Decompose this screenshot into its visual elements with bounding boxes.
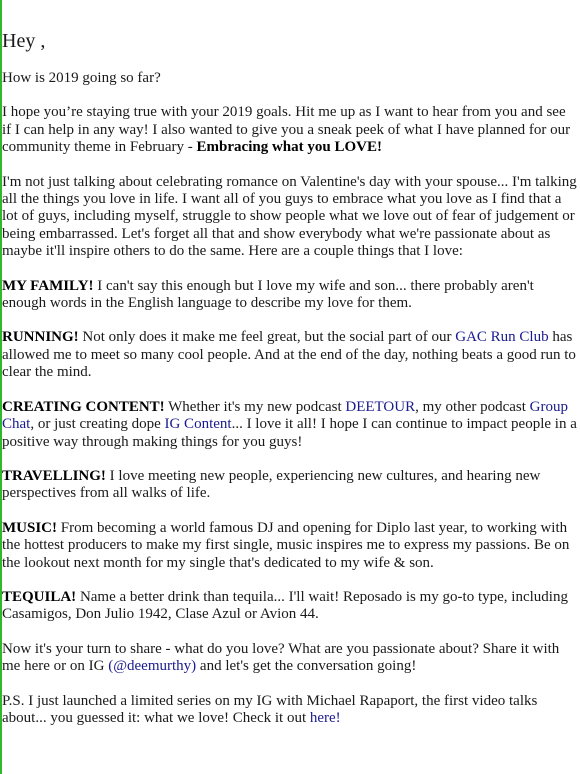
share-text-2: and let's get the conversation going! [196, 658, 417, 675]
intro-paragraph [2, 104, 578, 156]
intro-text: I hope you’re staying true with your 2019 goals. Hit me up as I want to hear from you and see if I can help in any way! I also wanted to give you a sneak peek of what I have planned for our community theme in February - [2, 104, 571, 156]
music-heading: MUSIC! [2, 519, 57, 536]
content-text-2: , my other podcast [415, 398, 530, 415]
running-heading: RUNNING! [2, 329, 79, 346]
body-paragraph: I'm not just talking about celebrating romance on Valentine's day with your spouse... I'm talking all the things you love in life. I want all of you guys to embrace what you love as I find that a lot of guys, including myself, struggle to show people what we love out of fear of judgement or being embarrassed. Let's forget all that and show everybody what we're passionate about as maybe it'll inspire others to do the same. Here are a couple things that I love: [2, 173, 577, 260]
ig-content-link[interactable]: IG Content [164, 416, 232, 433]
content-paragraph [2, 399, 578, 451]
content-text-3: , or just creating dope [30, 416, 165, 433]
ps-paragraph [2, 693, 578, 728]
music-text: From becoming a world famous DJ and opening for Diplo last year, to working with the hottest producers to make my first single, music inspires me to express my passions. Be on the lookout next month for my single that's dedicated to my wife & son. [2, 519, 570, 571]
travel-heading: TRAVELLING! [2, 467, 106, 484]
travel-text: I love meeting new people, experiencing new cultures, and hearing new perspectives from all walks of life. [2, 467, 541, 502]
ps-text: P.S. I just launched a limited series on my IG with Michael Rapaport, the first video talks about... you guessed it: what we love! Check it out [2, 692, 538, 726]
tequila-text: Name a better drink than tequila... I'll wait! Reposado is my go-to type, including Casamigos, Don Julio 1942, Clase Azul or Avion 44. [2, 588, 568, 623]
group-chat-link[interactable]: Group Chat [2, 398, 568, 433]
content-text-1: Whether it's my new podcast [164, 398, 346, 415]
email-body [2, 0, 578, 727]
deemurthy-ig-link[interactable]: (@deemurthy) [108, 658, 197, 675]
greeting: Hey , [2, 30, 46, 52]
content-text-4: ... I love it all! I hope I can continue to impact people in a positive way through making things for you guys! [2, 416, 577, 450]
family-paragraph [2, 278, 578, 313]
travel-paragraph [2, 468, 578, 503]
running-text-1: Not only does it make me feel great, but the social part of our [78, 329, 456, 346]
intro-theme-bold: Embracing what you LOVE! [196, 139, 382, 156]
how-is-year-question: How is 2019 going so far? [2, 70, 161, 86]
tequila-paragraph [2, 589, 578, 624]
deetour-link[interactable]: DEETOUR [345, 398, 416, 415]
share-text-1: Now it's your turn to share - what do you love? What are you passionate about? Share it with me here or on IG [2, 640, 560, 675]
running-paragraph [2, 329, 578, 381]
share-paragraph [2, 641, 578, 676]
gac-run-club-link[interactable]: GAC Run Club [455, 329, 549, 346]
tequila-heading: TEQUILA! [2, 588, 77, 605]
family-heading: MY FAMILY! [2, 277, 94, 294]
music-paragraph [2, 520, 578, 572]
family-text: I can't say this enough but I love my wife and son... there probably aren't enough words in the English language to describe my love for them. [2, 277, 534, 312]
running-text-2: has allowed me to meet so many cool people. And at the end of the day, nothing beats a good run to clear the mind. [2, 329, 576, 381]
content-heading: CREATING CONTENT! [2, 398, 165, 415]
here-link[interactable]: here! [309, 709, 341, 726]
